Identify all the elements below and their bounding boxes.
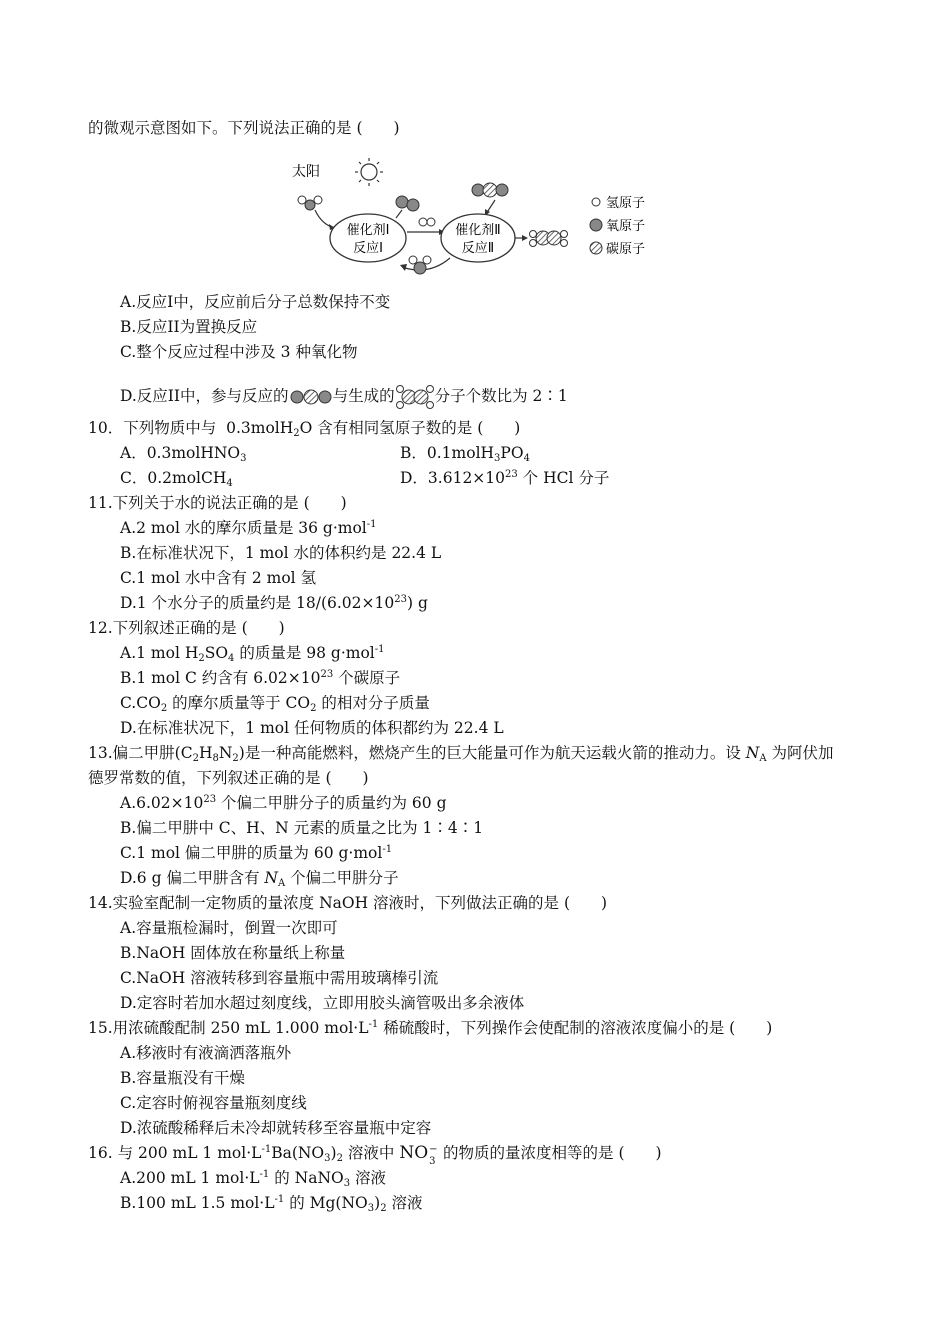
answer-blank: ( ) xyxy=(303,494,347,512)
question-14: 14.实验室配制一定物质的量浓度 NaOH 溶液时，下列做法正确的是 ( ) xyxy=(88,894,608,912)
q15-option-b: B.容量瓶没有干燥 xyxy=(120,1069,245,1087)
question-13: 13.偏二甲肼$(C_2H_8N_2)$是一种高能燃料，燃烧产生的巨大能量可作为航天运载火箭的推动力。设 $N_A$ 为阿伏加 xyxy=(88,744,834,764)
carbon-atom-icon xyxy=(590,242,602,254)
question-15: 15.用浓硫酸配制 250 mL 1.000 $mol\cdot L^{-1}$ 稀硫酸时，下列操作会使配制的溶液浓度偏小的是 ( ) xyxy=(88,1019,773,1037)
oxygen-atom-icon xyxy=(590,219,602,231)
q13-option-c: C.1 mol 偏二甲肼的质量为 60 g·mol$^{-1}$ xyxy=(120,844,393,862)
answer-blank: ( ) xyxy=(563,894,608,912)
legend-carbon: 碳原子 xyxy=(606,242,646,257)
catalyst-2-label: 催化剂Ⅱ xyxy=(455,223,501,238)
hydrogen-molecule-icon xyxy=(419,218,435,226)
answer-blank: ( ) xyxy=(729,1019,773,1037)
q9-option-b: B.反应II为置换反应 xyxy=(120,318,258,336)
carbon-dioxide-molecule-icon xyxy=(472,183,508,197)
q14-option-c: C.NaOH 溶液转移到容量瓶中需用玻璃棒引流 xyxy=(120,969,439,987)
q10-option-b: B．$0.1molH_3PO_4$ xyxy=(400,444,530,464)
water-molecule-icon xyxy=(409,256,431,274)
ethylene-molecule-icon xyxy=(395,384,435,410)
q11-option-c: C.1 mol 水中含有 2 mol 氢 xyxy=(120,569,317,587)
question-10: 10．下列物质中与 0.3molH$_2$O 含有相同氢原子数的是 ( ) xyxy=(88,419,521,439)
question-11: 11.下列关于水的说法正确的是 ( ) xyxy=(88,494,347,512)
q10-option-c: C．0.2molCH$_4$ xyxy=(120,469,233,489)
q15-option-a: A.移液时有液滴洒落瓶外 xyxy=(120,1044,292,1062)
q10-option-d: D．$3.612\times 10^{23}$ 个 HCl 分子 xyxy=(400,469,610,487)
q15-option-c: C.定容时俯视容量瓶刻度线 xyxy=(120,1094,307,1112)
legend-hydrogen: 氢原子 xyxy=(606,196,646,211)
reaction-1-label: 反应Ⅰ xyxy=(353,241,383,256)
sun-label: 太阳 xyxy=(292,164,320,180)
q12-option-a: A.1 mol $H_2SO_4$ 的质量是 98 g·mol$^{-1}$ xyxy=(120,644,385,664)
q16-option-a: A.200 mL 1 $mol\cdot L^{-1}$ 的 NaNO$_3$ 溶液 xyxy=(120,1169,387,1189)
answer-blank: ( ) xyxy=(356,119,400,137)
q11-option-d: D.1 个水分子的质量约是 $18/(6.02\times 10^{23})$ g xyxy=(120,594,428,612)
answer-blank: ( ) xyxy=(477,419,521,437)
q11-option-a: A.2 mol 水的摩尔质量是 36 g·mol$^{-1}$ xyxy=(120,519,377,537)
reaction-diagram xyxy=(290,150,670,280)
q13-option-b: B.偏二甲肼中 C、H、N 元素的质量之比为 1∶4∶1 xyxy=(120,819,484,837)
q16-option-b: B.100 mL 1.5 $mol\cdot L^{-1}$ 的 $Mg(NO_3)_2$ 溶液 xyxy=(120,1194,423,1214)
water-molecule-icon xyxy=(298,196,322,210)
legend-oxygen: 氧原子 xyxy=(606,219,646,234)
reaction-2-label: 反应Ⅱ xyxy=(461,241,495,256)
question-16: 16. 与 200 mL 1 $mol\cdot L^{-1}Ba(NO_3)_2$ 溶液中 NO − 3 的物质的量浓度相等的是 ( ) xyxy=(88,1143,662,1167)
co2-molecule-icon xyxy=(289,388,333,406)
question-12: 12.下列叙述正确的是 ( ) xyxy=(88,619,285,637)
hydrogen-atom-icon xyxy=(592,198,600,206)
q14-option-b: B.NaOH 固体放在称量纸上称量 xyxy=(120,944,346,962)
legend xyxy=(590,196,645,257)
oxygen-molecule-icon xyxy=(396,196,419,211)
intro-text: 的微观示意图如下。下列说法正确的是 xyxy=(88,119,352,137)
q10-option-a: A．0.3molHNO$_3$ xyxy=(120,444,247,464)
question-9-intro xyxy=(88,118,400,138)
q12-option-c: $C.CO_2$ 的摩尔质量等于 $CO_2$ 的相对分子质量 xyxy=(120,694,430,714)
answer-blank: ( ) xyxy=(618,1144,662,1162)
q9-option-d: D.反应II中，参与反应的 与生成的 分子个数比为 2∶1 xyxy=(120,384,568,410)
q11-option-b: B.在标准状况下，1 mol 水的体积约是 22.4 L xyxy=(120,544,442,562)
q15-option-d: D.浓硫酸稀释后未冷却就转移至容量瓶中定容 xyxy=(120,1119,432,1137)
q9-option-a: A.反应I中，反应前后分子总数保持不变 xyxy=(120,293,391,311)
q14-option-d: D.定容时若加水超过刻度线，立即用胶头滴管吸出多余液体 xyxy=(120,994,525,1012)
q12-option-d: D.在标准状况下，1 mol 任何物质的体积都约为 22.4 L xyxy=(120,719,504,737)
q12-option-b: B.1 mol C 约含有 $6.02\times 10^{23}$ 个碳原子 xyxy=(120,669,401,687)
question-13-cont: 德罗常数的值，下列叙述正确的是 ( ) xyxy=(88,769,369,787)
q14-option-a: A.容量瓶检漏时，倒置一次即可 xyxy=(120,919,338,937)
catalyst-1-label: 催化剂Ⅰ xyxy=(346,223,390,238)
ethylene-molecule-icon xyxy=(530,231,568,247)
q9-option-c: C.整个反应过程中涉及 3 种氧化物 xyxy=(120,343,358,361)
answer-blank: ( ) xyxy=(241,619,285,637)
q13-option-d: D.6 g 偏二甲肼含有 $N_A$ 个偏二甲肼分子 xyxy=(120,869,399,889)
answer-blank: ( ) xyxy=(325,769,369,787)
q13-option-a: $A.6.02\times 10^{23}$ 个偏二甲肼分子的质量约为 60 g xyxy=(120,794,447,812)
arrow-icon xyxy=(315,210,335,228)
sun-icon xyxy=(355,158,383,186)
